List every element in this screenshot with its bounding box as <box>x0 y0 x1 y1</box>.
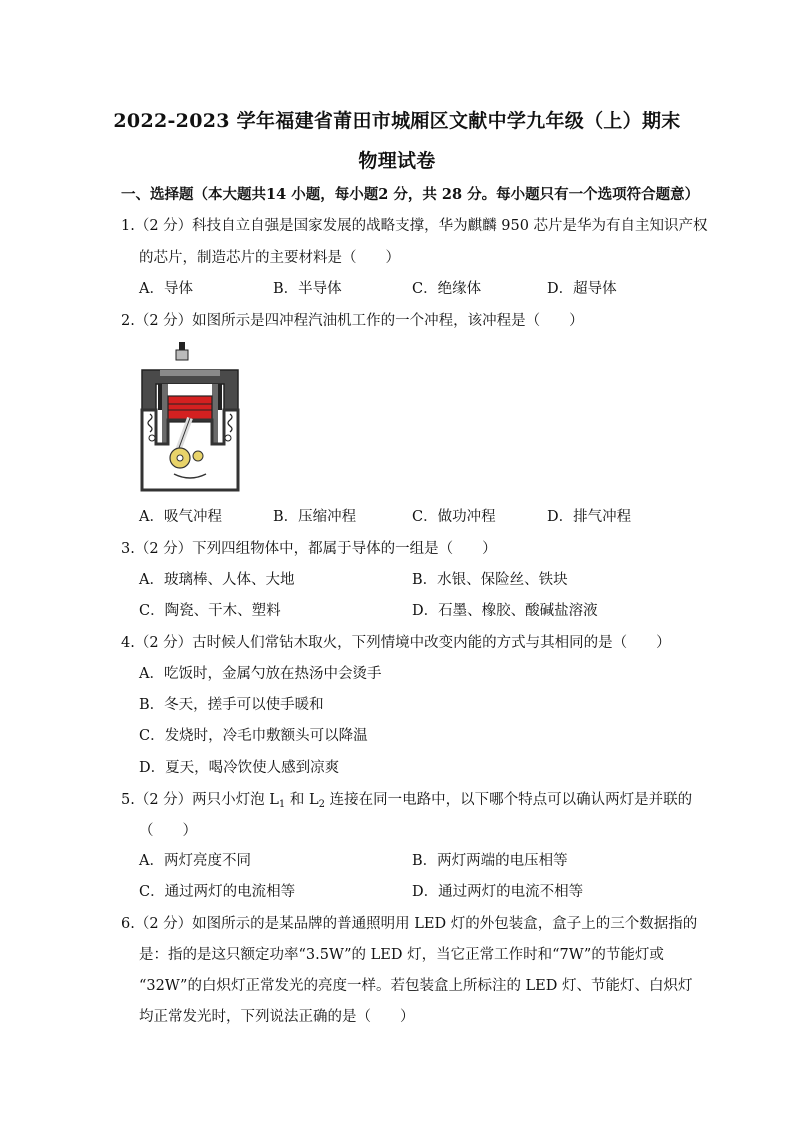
q2-option-b: B．压缩冲程 <box>273 509 357 525</box>
q3-option-c: C．陶瓷、干木、塑料 <box>139 603 281 619</box>
q2-stem: 2.（2 分）如图所示是四冲程汽油机工作的一个冲程，该冲程是（ ） <box>121 313 584 329</box>
q5-option-c: C．通过两灯的电流相等 <box>139 884 296 900</box>
q4-option-b: B．冬天，搓手可以使手暖和 <box>139 697 324 713</box>
q6-stem-line3: “32W”的白炽灯正常发光的亮度一样。若包装盒上所标注的 LED 灯、节能灯、白炽灯 <box>139 978 693 994</box>
q5-sub-1: 1 <box>278 799 286 810</box>
exhaust-spring <box>228 414 232 432</box>
engine-stroke-figure <box>138 340 242 492</box>
q5-stem-line1 <box>121 790 692 815</box>
section-heading: 一、选择题（本大题共14 小题，每小题2 分，共 28 分。每小题只有一个选项符合题意） <box>121 186 700 203</box>
q1-option-a: A．导体 <box>139 281 193 297</box>
exhaust-valve <box>218 384 222 410</box>
q2-option-d: D．排气冲程 <box>547 509 632 525</box>
q5-option-d: D．通过两灯的电流不相等 <box>412 884 584 900</box>
q1-stem-line2: 的芯片，制造芯片的主要材料是（ ） <box>139 250 400 266</box>
rocker-left <box>149 435 155 441</box>
q3-stem: 3.（2 分）下列四组物体中，都属于导体的一组是（ ） <box>121 541 497 557</box>
q5-sub-2: 2 <box>318 799 326 810</box>
q5-option-b: B．两灯两端的电压相等 <box>412 853 568 869</box>
q5-stem-line2: （ ） <box>139 823 197 839</box>
combustion-chamber <box>168 384 212 396</box>
q4-option-c: C．发烧时，冷毛巾敷额头可以降温 <box>139 728 368 744</box>
valve-cover <box>160 370 220 376</box>
q6-stem-line4: 均正常发光时，下列说法正确的是（ ） <box>139 1009 415 1025</box>
q6-stem-line1: 6.（2 分）如图所示的是某品牌的普通照明用 LED 灯的外包装盒，盒子上的三个数据指的 <box>121 916 698 932</box>
q1-option-c: C．绝缘体 <box>412 281 482 297</box>
q3-option-d: D．石墨、橡胶、酸碱盐溶液 <box>412 603 598 619</box>
q5-option-a: A．两灯亮度不同 <box>139 853 251 869</box>
exam-title-line1: 2022-2023 学年福建省莆田市城厢区文献中学九年级（上）期末 <box>113 110 681 132</box>
q4-option-a: A．吃饭时，金属勺放在热汤中会烫手 <box>139 666 382 682</box>
q1-stem-line1: 1.（2 分）科技自立自强是国家发展的战略支撑，华为麒麟 950 芯片是华为有自主知识产权 <box>121 218 708 234</box>
q4-option-d: D．夏天，喝冷饮使人感到凉爽 <box>139 760 340 776</box>
q2-option-c: C．做功冲程 <box>412 509 496 525</box>
q1-option-d: D．超导体 <box>547 281 617 297</box>
q5-stem-pre: 5.（2 分）两只小灯泡 L <box>121 792 279 808</box>
exam-title-line2: 物理试卷 <box>358 150 436 172</box>
q1-option-b: B．半导体 <box>273 281 342 297</box>
rocker-right <box>225 435 231 441</box>
q3-option-a: A．玻璃棒、人体、大地 <box>139 572 295 588</box>
spark-plug-top <box>179 342 185 350</box>
q3-option-b: B．水银、保险丝、铁块 <box>412 572 568 588</box>
q2-option-a: A．吸气冲程 <box>139 509 222 525</box>
q5-stem-post: 连接在同一电路中，以下哪个特点可以确认两灯是并联的 <box>325 792 693 808</box>
crank-counterweight <box>193 451 203 461</box>
rotation-arrow <box>174 474 206 478</box>
spark-plug-body <box>176 350 188 360</box>
intake-spring <box>148 414 152 432</box>
crank-pin <box>177 455 183 461</box>
intake-valve <box>158 384 162 410</box>
q5-stem-mid: 和 L <box>285 792 319 808</box>
q4-stem: 4.（2 分）古时候人们常钻木取火，下列情境中改变内能的方式与其相同的是（ ） <box>121 635 671 651</box>
q6-stem-line2: 是：指的是这只额定功率“3.5W”的 LED 灯，当它正常工作时和“7W”的节能灯或 <box>139 947 664 963</box>
